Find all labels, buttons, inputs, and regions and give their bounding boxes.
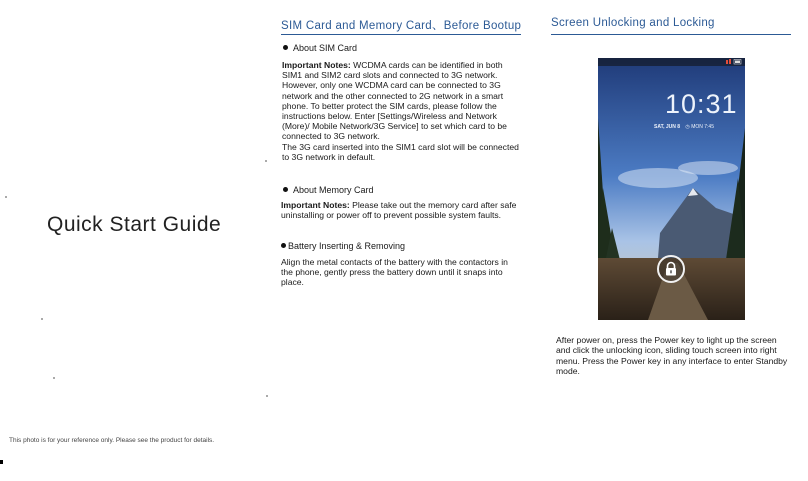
edge-mark (0, 460, 3, 464)
disclaimer: This photo is for your reference only. Please see the product for details. (9, 437, 215, 444)
lock-icon[interactable] (657, 255, 685, 283)
notes-label: Important Notes: (281, 200, 350, 210)
lockscreen-date: SAT, JUN 8 (654, 124, 681, 130)
speck (265, 160, 267, 162)
notes-text: WCDMA cards can be identified in both SIM1 and SIM2 card slots and connected to 3G network. However, only one WCDMA card can be connected to 3G network and the other connected to 2G network in a smart phone. To better protect the SIM cards, please follow the instructions below. Enter [Settings/Wireless and Network (More)/ Mobile Network/3G Service] to set which card to be connected to 3G network. (282, 60, 507, 142)
bullet-dot (281, 243, 286, 248)
bullet-dot (283, 45, 288, 50)
notes-text: The 3G card inserted into the SIM1 card slot will be connected to 3G network in default. (282, 141, 519, 162)
section-heading-sim: SIM Card and Memory Card、Before Bootup (281, 20, 522, 32)
unlock-caption: After power on, press the Power key to light up the screen and click the unlocking icon, sliding touch screen into right menu. Press the Power key in any interface to enter Standby mode. (556, 335, 788, 376)
heading-rule (551, 34, 791, 35)
bullet-label: About SIM Card (293, 43, 358, 53)
phone-lockscreen-image (598, 58, 745, 320)
lockscreen-alarm: MON 7:45 (691, 124, 714, 130)
notes-text: Please take out the memory card after safe uninstalling or power off to prevent possible system faults. (281, 200, 517, 221)
lock-glyph (659, 257, 683, 281)
alarm-icon: ◷ (685, 124, 690, 130)
memory-notes (281, 200, 523, 220)
speck (5, 196, 7, 198)
speck (53, 377, 55, 379)
section-heading-unlock: Screen Unlocking and Locking (551, 17, 715, 29)
bullet-dot (283, 187, 288, 192)
bullet-about-sim (283, 43, 357, 53)
cover-title: Quick Start Guide (47, 213, 222, 236)
bullet-about-memory (283, 185, 374, 195)
heading-rule (281, 34, 521, 35)
speck (266, 395, 268, 397)
sim-notes (282, 60, 522, 162)
battery-text: Align the metal contacts of the battery with the contactors in the phone, gently press the battery down until it snaps into place. (281, 257, 508, 288)
speck (41, 318, 43, 320)
bullet-label: About Memory Card (293, 185, 374, 195)
bullet-battery (281, 241, 405, 251)
bullet-label: Battery Inserting & Removing (288, 241, 406, 251)
cover-panel (0, 0, 270, 481)
lockscreen-time: 10:31 (665, 89, 738, 119)
notes-label: Important Notes: (282, 60, 351, 70)
lockscreen-date-row (654, 124, 714, 130)
